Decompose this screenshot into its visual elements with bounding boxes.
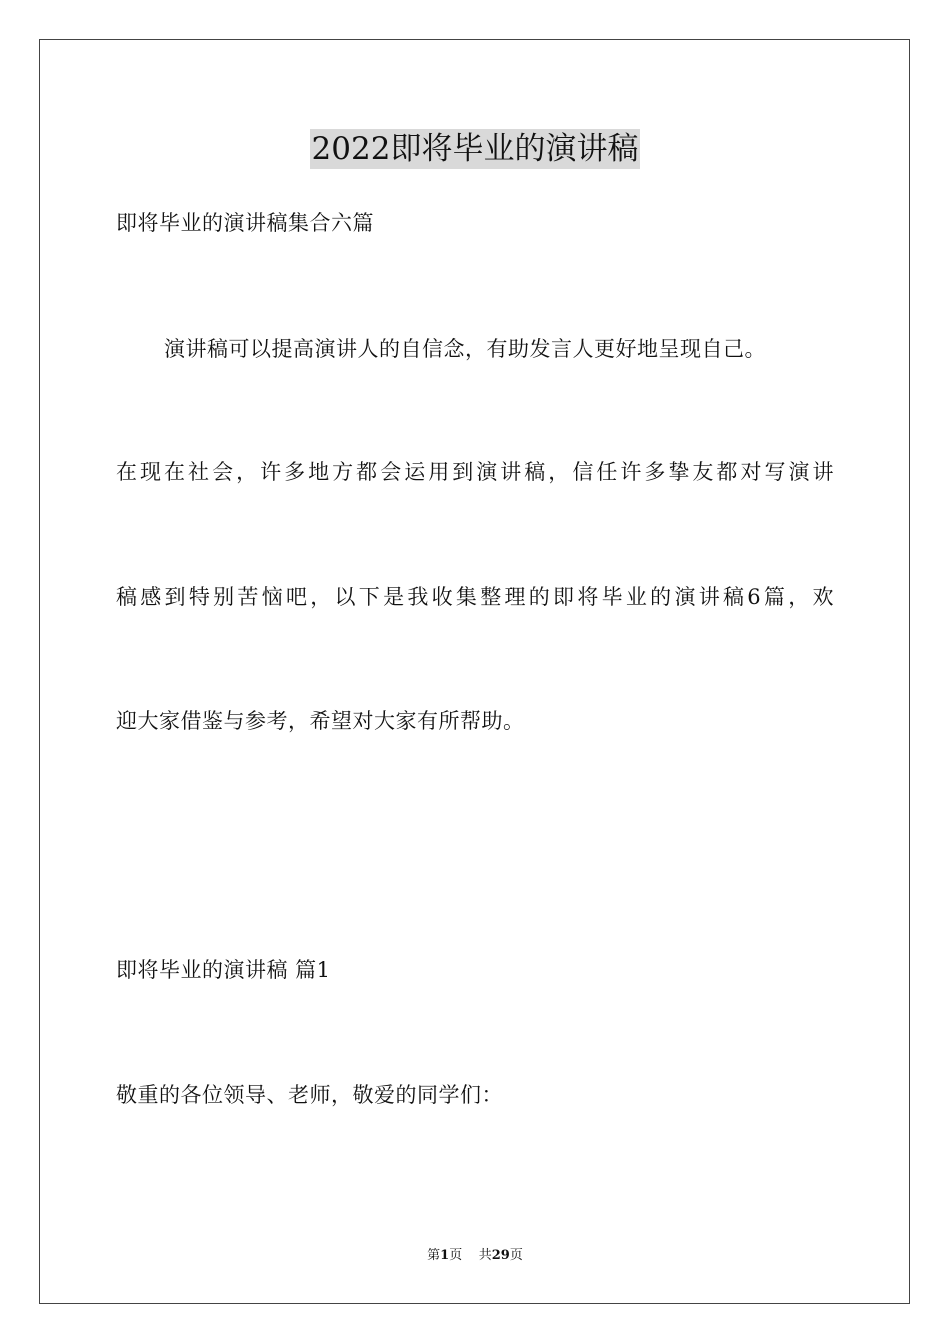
footer-total-prefix: 共 [478, 1248, 492, 1263]
paragraph-line-2: 在现在社会，许多地方都会运用到演讲稿，信任许多挚友都对写演讲 [116, 460, 834, 484]
document-title [0, 128, 950, 169]
page-footer [0, 1246, 950, 1266]
footer-page-suffix: 页 [449, 1248, 463, 1263]
section-heading: 即将毕业的演讲稿 篇1 [116, 958, 331, 982]
paragraph-line-4: 迎大家借鉴与参考，希望对大家有所帮助。 [116, 709, 525, 733]
document-title-text: 2022即将毕业的演讲稿 [311, 131, 639, 167]
paragraph-line-1: 演讲稿可以提高演讲人的自信念，有助发言人更好地呈现自己。 [164, 337, 766, 361]
footer-page-prefix: 第 [427, 1248, 441, 1263]
paragraph-line-3: 稿感到特别苦恼吧，以下是我收集整理的即将毕业的演讲稿6篇，欢 [116, 585, 834, 609]
document-subtitle: 即将毕业的演讲稿集合六篇 [116, 211, 374, 235]
footer-total-pages: 29 [491, 1248, 510, 1263]
footer-page-number: 1 [440, 1248, 450, 1263]
footer-total-suffix: 页 [509, 1248, 523, 1263]
greeting-line: 敬重的各位领导、老师，敬爱的同学们： [116, 1083, 503, 1107]
